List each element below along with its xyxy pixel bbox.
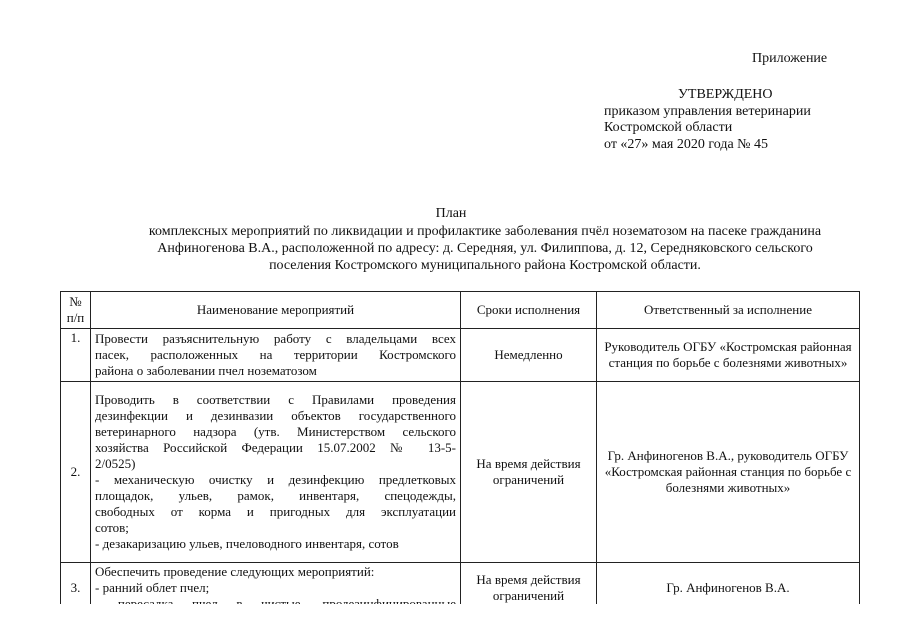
measure-line: района о заболевании пчел нозематозом xyxy=(95,363,317,378)
measure-line: ветеринарного надзора (утв. Министерством сельского xyxy=(95,424,456,439)
measure-line: 2/0525) xyxy=(95,456,136,471)
row-deadline: На время действия ограничений xyxy=(461,382,597,563)
plan-title: План xyxy=(435,206,467,221)
measure-line: свободных от корма и пригодных для эксплуатации xyxy=(95,504,456,519)
table-header-row xyxy=(61,292,860,329)
plan-subtitle-line: комплексных мероприятий по ликвидации и профилактике заболевания пчёл нозематозом на пасеке гражданина xyxy=(148,224,822,239)
row-measure xyxy=(91,382,461,563)
plan-subtitle-line: поселения Костромского муниципального района Костромской области. xyxy=(269,258,701,273)
measure-line: - ранний облет пчел; xyxy=(95,580,210,595)
measure-line: дезинфекции и дезинвазии объектов государственного xyxy=(95,408,456,423)
header-number: № п/п xyxy=(61,292,91,329)
measure-line: Обеспечить проведение следующих мероприятий: xyxy=(95,564,375,579)
row-measure xyxy=(91,329,461,382)
row-deadline: На время действия ограничений xyxy=(461,563,597,614)
measure-line: - дезакаризацию ульев, пчеловодного инвентаря, сотов xyxy=(95,536,399,551)
row-responsible: Гр. Анфиногенов В.А., руководитель ОГБУ «Костромская районная станция по борьбе с болезнями животных» xyxy=(597,382,860,563)
table-row xyxy=(61,329,860,382)
measure-line: площадок, ульев, рамок, инвентаря, спецодежды, xyxy=(95,488,456,503)
row-deadline: Немедленно xyxy=(461,329,597,382)
measure-line: Проводить в соответствии с Правилами проведения xyxy=(95,392,456,407)
header-measure-name: Наименование мероприятий xyxy=(91,292,461,329)
row-number: 1. xyxy=(61,329,91,382)
approved-line-region: Костромской области xyxy=(604,120,733,135)
measure-line: пасек, расположенных на территории Костромского xyxy=(95,347,456,362)
measure-line: хозяйства Российской Федерации 15.07.2002 № 13-5- xyxy=(95,440,456,455)
header-deadline: Сроки исполнения xyxy=(461,292,597,329)
measure-line: Провести разъяснительную работу с владельцами всех xyxy=(95,331,456,346)
measure-line: сотов; xyxy=(95,520,129,535)
plan-subtitle-line: Анфиногенова В.А., расположенной по адресу: д. Середняя, ул. Филиппова, д. 12, Середняковского сельского xyxy=(157,241,813,256)
approved-line-order: приказом управления ветеринарии xyxy=(604,104,811,119)
row-responsible: Руководитель ОГБУ «Костромская районная станция по борьбе с болезнями животных» xyxy=(597,329,860,382)
measures-table xyxy=(60,291,860,614)
row-responsible: Гр. Анфиногенов В.А. xyxy=(597,563,860,614)
page-bottom-margin xyxy=(0,604,902,639)
header-responsible: Ответственный за исполнение xyxy=(597,292,860,329)
row-number: 2. xyxy=(61,382,91,563)
table-row xyxy=(61,382,860,563)
approved-line-date: от «27» мая 2020 года № 45 xyxy=(604,137,769,152)
appendix-label: Приложение xyxy=(752,51,828,66)
measure-line: - механическую очистку и дезинфекцию предлетковых xyxy=(95,472,456,487)
row-number: 3. xyxy=(61,563,91,614)
approved-stamp-title: УТВЕРЖДЕНО xyxy=(678,87,773,102)
